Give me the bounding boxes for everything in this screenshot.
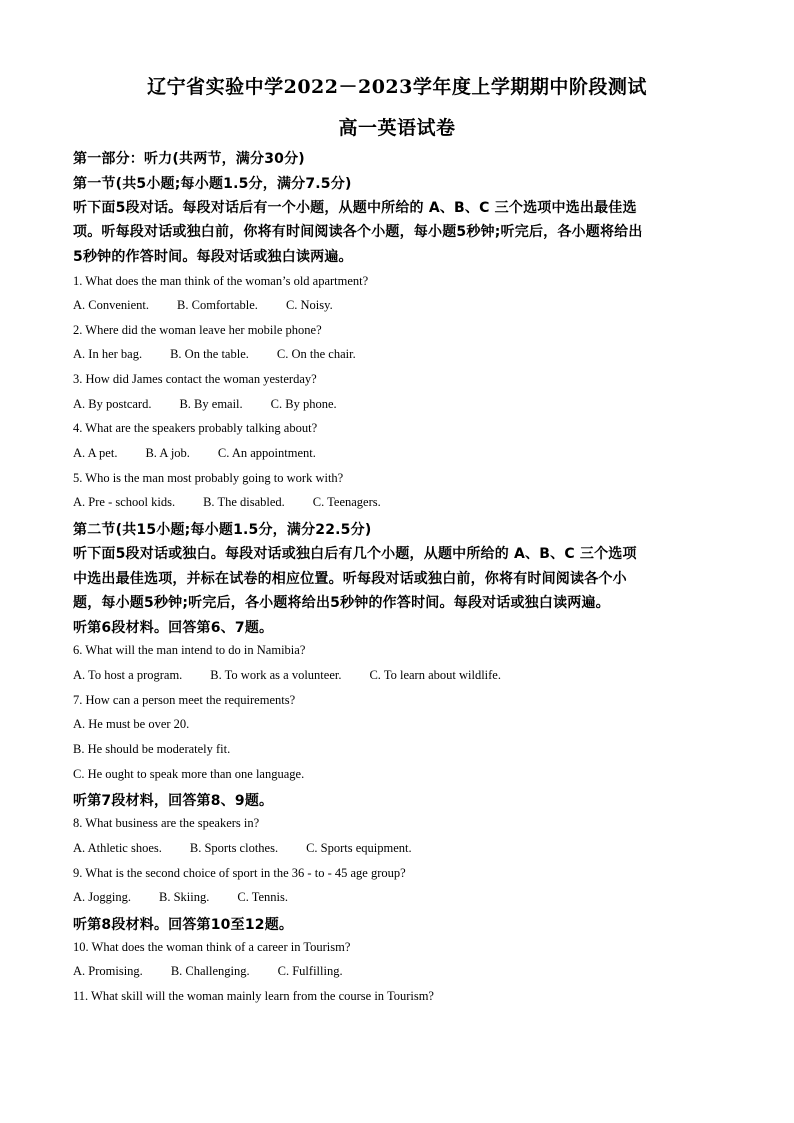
q9-option-c: C. Tennis. [237, 890, 289, 904]
part1-header: 第一部分：听力(共两节，满分30分) [73, 151, 305, 167]
q10-option-b: B. Challenging. [170, 964, 250, 978]
q3-option-a: A. By postcard. [73, 397, 152, 411]
section1-instructions-line-2: 项。听每段对话或独白前，你将有时间阅读各个小题，每小题5秒钟;听完后，各小题将给出 [73, 224, 643, 240]
question-4-options [73, 446, 316, 461]
q6-option-b: B. To work as a volunteer. [210, 668, 342, 682]
question-5-options [73, 495, 381, 510]
q1-option-c: C. Noisy. [285, 298, 333, 312]
q4-option-a: A. A pet. [73, 446, 118, 460]
section2-instructions-line-2: 中选出最佳选项，并标在试卷的相应位置。听每段对话或独白前，你将有时间阅读各个小 [73, 571, 627, 587]
question-9: 9. What is the second choice of sport in the 36 - to - 45 age group? [73, 866, 406, 880]
section1-instructions-line-1: 听下面5段对话。每段对话后有一个小题，从题中所给的 A、B、C 三个选项中选出最佳选 [73, 200, 637, 216]
question-9-options [73, 890, 288, 905]
q9-option-b: B. Skiing. [159, 890, 210, 904]
q10-option-c: C. Fulfilling. [277, 964, 343, 978]
question-8: 8. What business are the speakers in? [73, 816, 260, 830]
section1-instructions-line-3: 5秒钟的作答时间。每段对话或独白读两遍。 [73, 249, 353, 265]
q2-option-b: B. On the table. [170, 347, 249, 361]
q1-option-a: A. Convenient. [73, 298, 150, 312]
q5-option-b: B. The disabled. [203, 495, 285, 509]
material-8-header: 听第8段材料。回答第10至12题。 [73, 917, 294, 933]
q8-option-a: A. Athletic shoes. [73, 841, 162, 855]
material-7-header: 听第7段材料，回答第8、9题。 [73, 793, 274, 809]
q10-option-a: A. Promising. [73, 964, 143, 978]
q8-option-c: C. Sports equipment. [306, 841, 412, 855]
material-6-header: 听第6段材料。回答第6、7题。 [73, 620, 274, 636]
question-8-options [73, 841, 412, 856]
question-10: 10. What does the woman think of a career in Tourism? [73, 940, 351, 954]
question-2: 2. Where did the woman leave her mobile phone? [73, 323, 322, 337]
section2-header: 第二节(共15小题;每小题1.5分，满分22.5分) [73, 522, 372, 538]
q2-option-a: A. In her bag. [73, 347, 143, 361]
q7-option-a: A. He must be over 20. [73, 717, 190, 731]
q6-option-c: C. To learn about wildlife. [369, 668, 501, 682]
section2-instructions-line-3: 题，每小题5秒钟;听完后，各小题将给出5秒钟的作答时间。每段对话或独白读两遍。 [73, 595, 610, 611]
question-1-options [73, 298, 333, 313]
exam-title: 辽宁省实验中学2022－2023学年度上学期期中阶段测试 [147, 76, 647, 98]
q5-option-c: C. Teenagers. [312, 495, 381, 509]
question-2-options [73, 347, 356, 362]
q2-option-c: C. On the chair. [276, 347, 356, 361]
q4-option-c: C. An appointment. [217, 446, 316, 460]
question-6-options [73, 668, 501, 683]
q1-option-b: B. Comfortable. [177, 298, 258, 312]
section1-header: 第一节(共5小题;每小题1.5分，满分7.5分) [73, 176, 352, 192]
question-7: 7. How can a person meet the requirements? [73, 693, 296, 707]
q8-option-b: B. Sports clothes. [189, 841, 279, 855]
q7-option-b: B. He should be moderately fit. [73, 742, 231, 756]
question-11: 11. What skill will the woman mainly learn from the course in Tourism? [73, 989, 434, 1003]
q3-option-b: B. By email. [179, 397, 243, 411]
question-5: 5. Who is the man most probably going to work with? [73, 471, 344, 485]
q5-option-a: A. Pre - school kids. [73, 495, 176, 509]
q3-option-c: C. By phone. [270, 397, 337, 411]
exam-subtitle: 高一英语试卷 [338, 117, 456, 139]
question-6: 6. What will the man intend to do in Namibia? [73, 643, 306, 657]
section2-instructions-line-1: 听下面5段对话或独白。每段对话或独白后有几个小题，从题中所给的 A、B、C 三个选项 [73, 546, 637, 562]
question-3: 3. How did James contact the woman yesterday? [73, 372, 317, 386]
question-4: 4. What are the speakers probably talking about? [73, 421, 318, 435]
question-10-options [73, 964, 343, 979]
q6-option-a: A. To host a program. [73, 668, 183, 682]
question-1: 1. What does the man think of the woman’s old apartment? [73, 274, 369, 288]
question-3-options [73, 397, 337, 412]
q9-option-a: A. Jogging. [73, 890, 131, 904]
q7-option-c: C. He ought to speak more than one language. [73, 767, 305, 781]
q4-option-b: B. A job. [145, 446, 190, 460]
